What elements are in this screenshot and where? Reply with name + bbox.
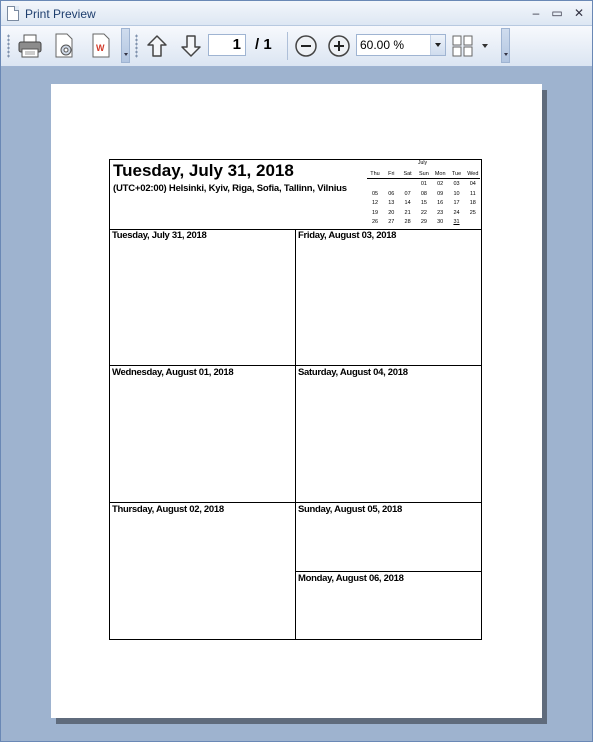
mini-calendar-day[interactable]: 26 (371, 219, 379, 225)
chevron-down-icon (481, 43, 489, 49)
day-cell (296, 366, 481, 503)
mini-calendar-day[interactable]: 07 (404, 190, 411, 197)
mini-calendar-day[interactable]: 03 (453, 181, 460, 187)
multiple-pages-dropdown[interactable] (478, 32, 492, 60)
day-cell (296, 572, 481, 640)
page-setup-button[interactable] (50, 32, 78, 60)
arrow-up-icon (146, 34, 168, 58)
mini-calendar-day[interactable]: 31 (453, 219, 460, 225)
mini-calendar-day[interactable]: 25 (469, 209, 476, 216)
day-label: Friday, August 03, 2018 (298, 230, 397, 241)
day-cell (296, 229, 481, 366)
multiple-pages-icon (451, 34, 475, 58)
mini-calendar-weekday: Sun (418, 171, 429, 177)
export-button[interactable] (87, 32, 115, 60)
arrow-down-icon (180, 34, 202, 58)
zoom-in-icon (327, 34, 351, 58)
day-label: Sunday, August 05, 2018 (298, 504, 402, 515)
mini-calendar-day[interactable]: 30 (437, 219, 444, 225)
print-button[interactable] (16, 32, 44, 60)
mini-calendar-day[interactable]: 20 (388, 209, 395, 216)
zoom-out-button[interactable] (292, 32, 320, 60)
mini-calendar-day[interactable]: 18 (469, 200, 476, 206)
day-cell (296, 503, 481, 572)
document-icon (7, 6, 19, 21)
svg-text:W: W (96, 43, 105, 53)
export-document-icon (90, 33, 112, 59)
mini-calendar-day[interactable]: 28 (404, 219, 411, 225)
mini-calendar-weekday: Tue (451, 171, 462, 177)
day-label: Thursday, August 02, 2018 (112, 504, 224, 515)
mini-calendar-weekday: Thu (370, 171, 380, 177)
close-button[interactable]: ✕ (573, 6, 585, 20)
mini-calendar-weekday: Wed (467, 171, 479, 177)
mini-calendar-day[interactable]: 16 (437, 200, 444, 206)
page-setup-icon (52, 33, 76, 59)
mini-calendar-day[interactable]: 09 (437, 190, 444, 197)
previous-page-button[interactable] (143, 32, 171, 60)
next-page-button[interactable] (177, 32, 205, 60)
mini-calendar-day[interactable]: 17 (453, 200, 460, 206)
day-label: Wednesday, August 01, 2018 (112, 367, 234, 378)
mini-calendar-day[interactable]: 21 (404, 209, 411, 216)
zoom-out-icon (294, 34, 318, 58)
mini-calendar-day[interactable]: 06 (388, 190, 395, 197)
window-title: Print Preview (25, 7, 96, 21)
day-cell (110, 503, 296, 640)
mini-calendar-weekday: Mon (434, 171, 446, 177)
mini-calendar-day[interactable]: 14 (404, 200, 411, 206)
day-cell (110, 366, 296, 503)
toolbar-grip[interactable] (135, 34, 138, 58)
toolbar-overflow-button[interactable] (501, 28, 510, 63)
toolbar-grip[interactable] (7, 34, 10, 58)
mini-calendar-day[interactable]: 22 (420, 209, 427, 216)
mini-calendar-weekday: Fri (388, 171, 395, 177)
mini-calendar-month: July (418, 160, 427, 166)
mini-calendar-day[interactable]: 13 (388, 200, 395, 206)
day-label: Monday, August 06, 2018 (298, 573, 404, 584)
total-pages-label: / 1 (255, 36, 272, 53)
mini-calendar-day[interactable]: 19 (371, 209, 379, 216)
mini-calendar-day[interactable]: 12 (371, 200, 379, 206)
mini-calendar-day[interactable]: 15 (420, 200, 427, 206)
mini-calendar-day[interactable]: 05 (371, 190, 379, 197)
mini-calendar-day[interactable]: 02 (437, 181, 444, 187)
mini-calendar-day[interactable]: 24 (453, 209, 460, 216)
mini-calendar-day[interactable]: 01 (420, 181, 427, 187)
mini-calendar-day[interactable]: 08 (420, 190, 427, 197)
current-page-input[interactable]: 1 (208, 34, 246, 56)
multiple-pages-button[interactable] (450, 32, 476, 60)
header-date: Tuesday, July 31, 2018 (113, 161, 294, 180)
toolbar-separator (287, 32, 288, 60)
toolbar (1, 26, 592, 67)
day-label: Saturday, August 04, 2018 (298, 367, 408, 378)
calendar-header (110, 160, 481, 230)
day-cell (110, 229, 296, 366)
day-label: Tuesday, July 31, 2018 (112, 230, 207, 241)
zoom-in-button[interactable] (325, 32, 353, 60)
maximize-button[interactable]: ▭ (551, 6, 563, 20)
daily-calendar (109, 159, 482, 640)
zoom-value: 60.00 % (360, 38, 405, 52)
mini-calendar-day[interactable]: 10 (453, 190, 460, 197)
mini-month-calendar (365, 160, 480, 228)
mini-calendar-day[interactable]: 11 (469, 190, 476, 197)
chevron-down-icon[interactable] (430, 35, 445, 55)
mini-calendar-day[interactable]: 04 (469, 181, 476, 187)
toolbar-overflow-button[interactable] (121, 28, 130, 63)
minimize-button[interactable]: – (532, 6, 540, 20)
mini-calendar-weekday: Sat (403, 171, 412, 177)
timezone-label: (UTC+02:00) Helsinki, Kyiv, Riga, Sofia, Tallinn, Vilnius (113, 183, 347, 194)
mini-calendar-day[interactable]: 23 (437, 209, 444, 216)
title-bar (1, 1, 592, 26)
zoom-select[interactable] (356, 34, 446, 56)
mini-calendar-day[interactable]: 29 (420, 219, 427, 225)
mini-calendar-day[interactable]: 27 (388, 219, 395, 225)
printer-icon (17, 34, 43, 58)
